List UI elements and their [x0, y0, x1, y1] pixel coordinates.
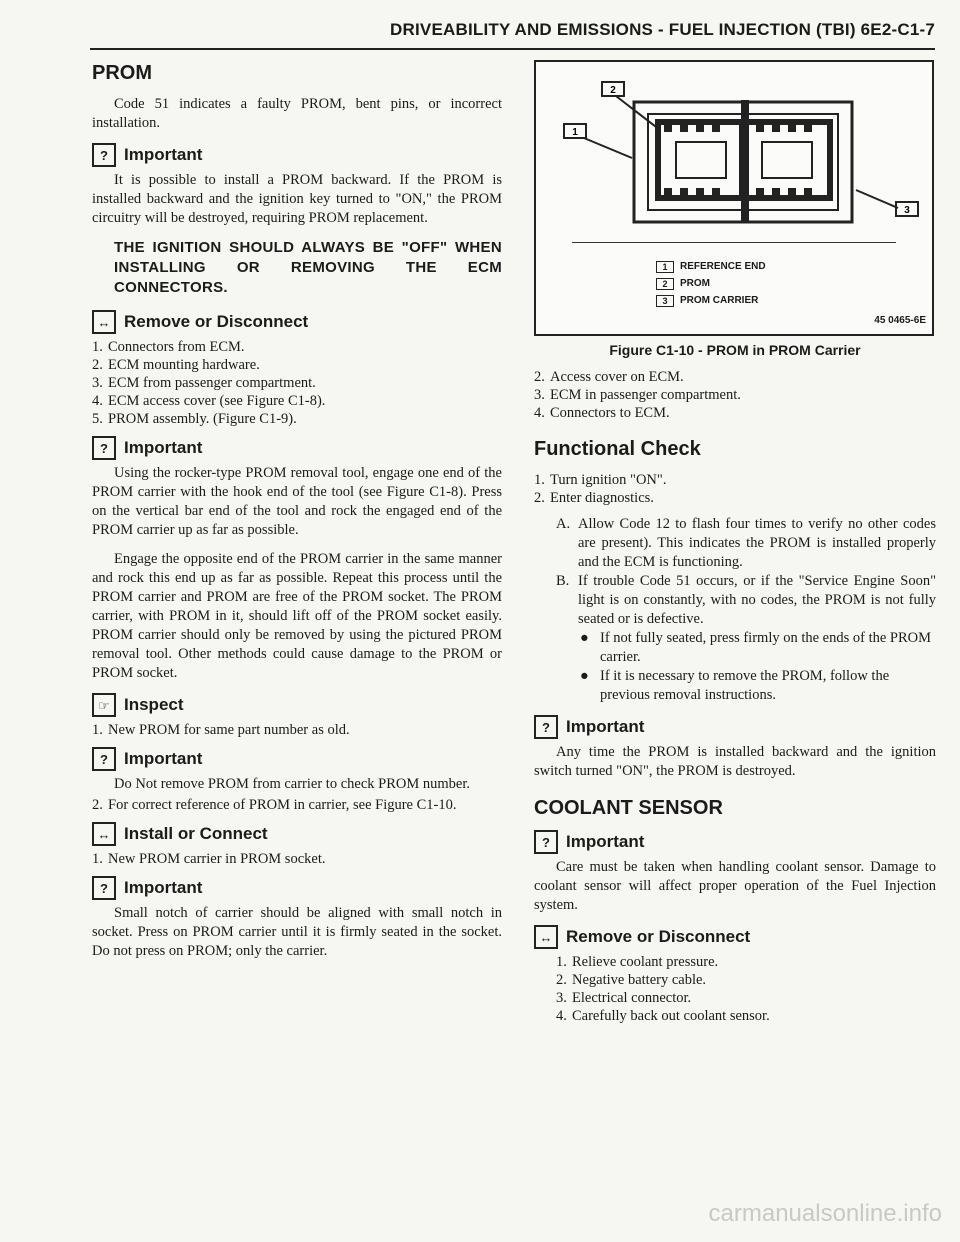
callout-label: 1: [572, 127, 578, 138]
important-icon: ?: [534, 830, 558, 854]
bullet-icon: ●: [580, 630, 589, 646]
remove-callout: [534, 925, 936, 949]
page-title: DRIVEABILITY AND EMISSIONS - FUEL INJECTION (TBI) 6E2-C1-7: [390, 20, 935, 39]
page-header: [90, 14, 935, 50]
remove-continued-list: [534, 368, 936, 422]
inspect-label: Inspect: [124, 695, 184, 714]
important-callout: [534, 830, 936, 854]
important-text-1: It is possible to install a PROM backward. If the PROM is installed backward and the ignition key turned to "ON," the PROM circuitry will be destroyed, requiring PROM replacement.: [92, 172, 502, 226]
figure-caption: Figure C1-10 - PROM in PROM Carrier: [609, 342, 861, 358]
legend-item: 2 PROM: [656, 275, 766, 292]
inspect-icon: ☞: [92, 693, 116, 717]
important-callout: [92, 436, 502, 460]
important-label: Important: [566, 717, 645, 736]
install-connect-icon: ↔: [92, 822, 116, 846]
list-item: 2. For correct reference of PROM in carrier, see Figure C1-10.: [92, 797, 457, 813]
prom-intro: Code 51 indicates a faulty PROM, bent pins, or incorrect installation.: [92, 96, 502, 131]
important-label: Important: [124, 749, 203, 768]
list-item: 1. Connectors from ECM.: [92, 339, 245, 355]
list-item: 1. New PROM carrier in PROM socket.: [92, 851, 326, 867]
callout-label: 2: [610, 85, 616, 96]
list-item: 4. Carefully back out coolant sensor.: [556, 1008, 770, 1024]
important-callout: [92, 143, 502, 167]
functional-substeps: [556, 515, 936, 629]
figure-id: 45 0465-6E: [874, 315, 926, 326]
important-text-2: Using the rocker-type PROM removal tool, engage one end of the PROM carrier with the hook end of the tool (see Figure C1-8). Press on the vertical bar end of the tool and rock the engaged end of the PROM carrier up as far as possible.: [92, 465, 502, 538]
remove-label: Remove or Disconnect: [566, 927, 751, 946]
important-callout: [92, 876, 502, 900]
list-item: 2. Enter diagnostics.: [534, 490, 654, 506]
important-callout: [534, 715, 936, 739]
remove-disconnect-icon: ↔: [92, 310, 116, 334]
watermark: carmanualsonline.info: [708, 1200, 942, 1227]
install-steps-list: [92, 850, 502, 868]
important-text-3: Do Not remove PROM from carrier to check PROM number.: [114, 776, 470, 792]
important-icon: ?: [92, 436, 116, 460]
list-item: 4. ECM access cover (see Figure C1-8).: [92, 393, 326, 409]
list-item: B. If trouble Code 51 occurs, or if the "Service Engine Soon" light is on constantly, with no codes, the PROM is not fully seated or is defective.: [556, 573, 936, 627]
list-item: 3. ECM from passenger compartment.: [92, 375, 316, 391]
inspect-steps-list: [92, 721, 502, 739]
engage-text: Engage the opposite end of the PROM carrier in the same manner and rock this end up as far as possible. Repeat this process until the PROM carrier and PROM are free of the PROM socket. The PROM carrier, with PROM in it, should lift off of the PROM socket easily. PROM carrier should only be removed by using the pictured PROM removal tool. Other methods could cause damage to the PROM or PROM socket.: [92, 551, 502, 681]
figure-legend: [656, 258, 766, 309]
right-column: [534, 60, 936, 1033]
left-column: [92, 62, 502, 971]
list-item: 1. Relieve coolant pressure.: [556, 954, 719, 970]
important-icon: ?: [92, 143, 116, 167]
list-item: ● If not fully seated, press firmly on the ends of the PROM carrier.: [580, 630, 932, 665]
install-label: Install or Connect: [124, 824, 268, 843]
functional-steps-list: [534, 471, 936, 507]
inspect-callout: [92, 693, 502, 717]
warning-text: THE IGNITION SHOULD ALWAYS BE "OFF" WHEN INSTALLING OR REMOVING THE ECM CONNECTORS.: [114, 239, 502, 296]
bullet-icon: ●: [580, 668, 589, 684]
legend-item: 1 REFERENCE END: [656, 258, 766, 275]
list-item: 2. Access cover on ECM.: [534, 369, 684, 385]
list-item: 2. ECM mounting hardware.: [92, 357, 260, 373]
important-icon: ?: [92, 876, 116, 900]
figure-divider: [572, 242, 896, 243]
list-item: 3. Electrical connector.: [556, 990, 692, 1006]
important-text-4: Small notch of carrier should be aligned with small notch in socket. Press on PROM carrier until it is firmly seated in the socket. Do not press on PROM; only the carrier.: [92, 905, 502, 959]
remove-label: Remove or Disconnect: [124, 312, 309, 331]
important-steps-list: [92, 796, 502, 814]
important-label: Important: [124, 438, 203, 457]
list-item: 1. Turn ignition "ON".: [534, 472, 667, 488]
important-label: Important: [566, 832, 645, 851]
list-item: A. Allow Code 12 to flash four times to verify no other codes are present). This indicates the PROM is installed properly and the ECM is functioning.: [556, 516, 936, 570]
install-callout: [92, 822, 502, 846]
remove-disconnect-icon: ↔: [534, 925, 558, 949]
list-item: 1. New PROM for same part number as old.: [92, 722, 350, 738]
important-icon: ?: [92, 747, 116, 771]
list-item: 5. PROM assembly. (Figure C1-9).: [92, 411, 297, 427]
important-label: Important: [124, 145, 203, 164]
list-item: 2. Negative battery cable.: [556, 972, 707, 988]
section-title-coolant: COOLANT SENSOR: [534, 797, 723, 819]
section-title-prom: PROM: [92, 62, 152, 84]
section-title-functional: Functional Check: [534, 438, 701, 460]
legend-item: 3 PROM CARRIER: [656, 292, 766, 309]
list-item: 4. Connectors to ECM.: [534, 405, 670, 421]
important-callout: [92, 747, 502, 771]
important-text-6: Care must be taken when handling coolant sensor. Damage to coolant sensor will affect proper operation of the Fuel Injection system.: [534, 859, 936, 913]
list-item: ● If it is necessary to remove the PROM, follow the previous removal instructions.: [580, 668, 890, 703]
coolant-remove-list: [556, 953, 936, 1025]
important-label: Important: [124, 878, 203, 897]
remove-callout: [92, 310, 502, 334]
important-text-5: Any time the PROM is installed backward and the ignition switch turned "ON", the PROM is destroyed.: [534, 744, 936, 779]
important-icon: ?: [534, 715, 558, 739]
list-item: 3. ECM in passenger compartment.: [534, 387, 741, 403]
callout-label: 3: [904, 205, 910, 216]
prom-carrier-figure: [534, 60, 934, 336]
remove-steps-list: [92, 338, 502, 428]
